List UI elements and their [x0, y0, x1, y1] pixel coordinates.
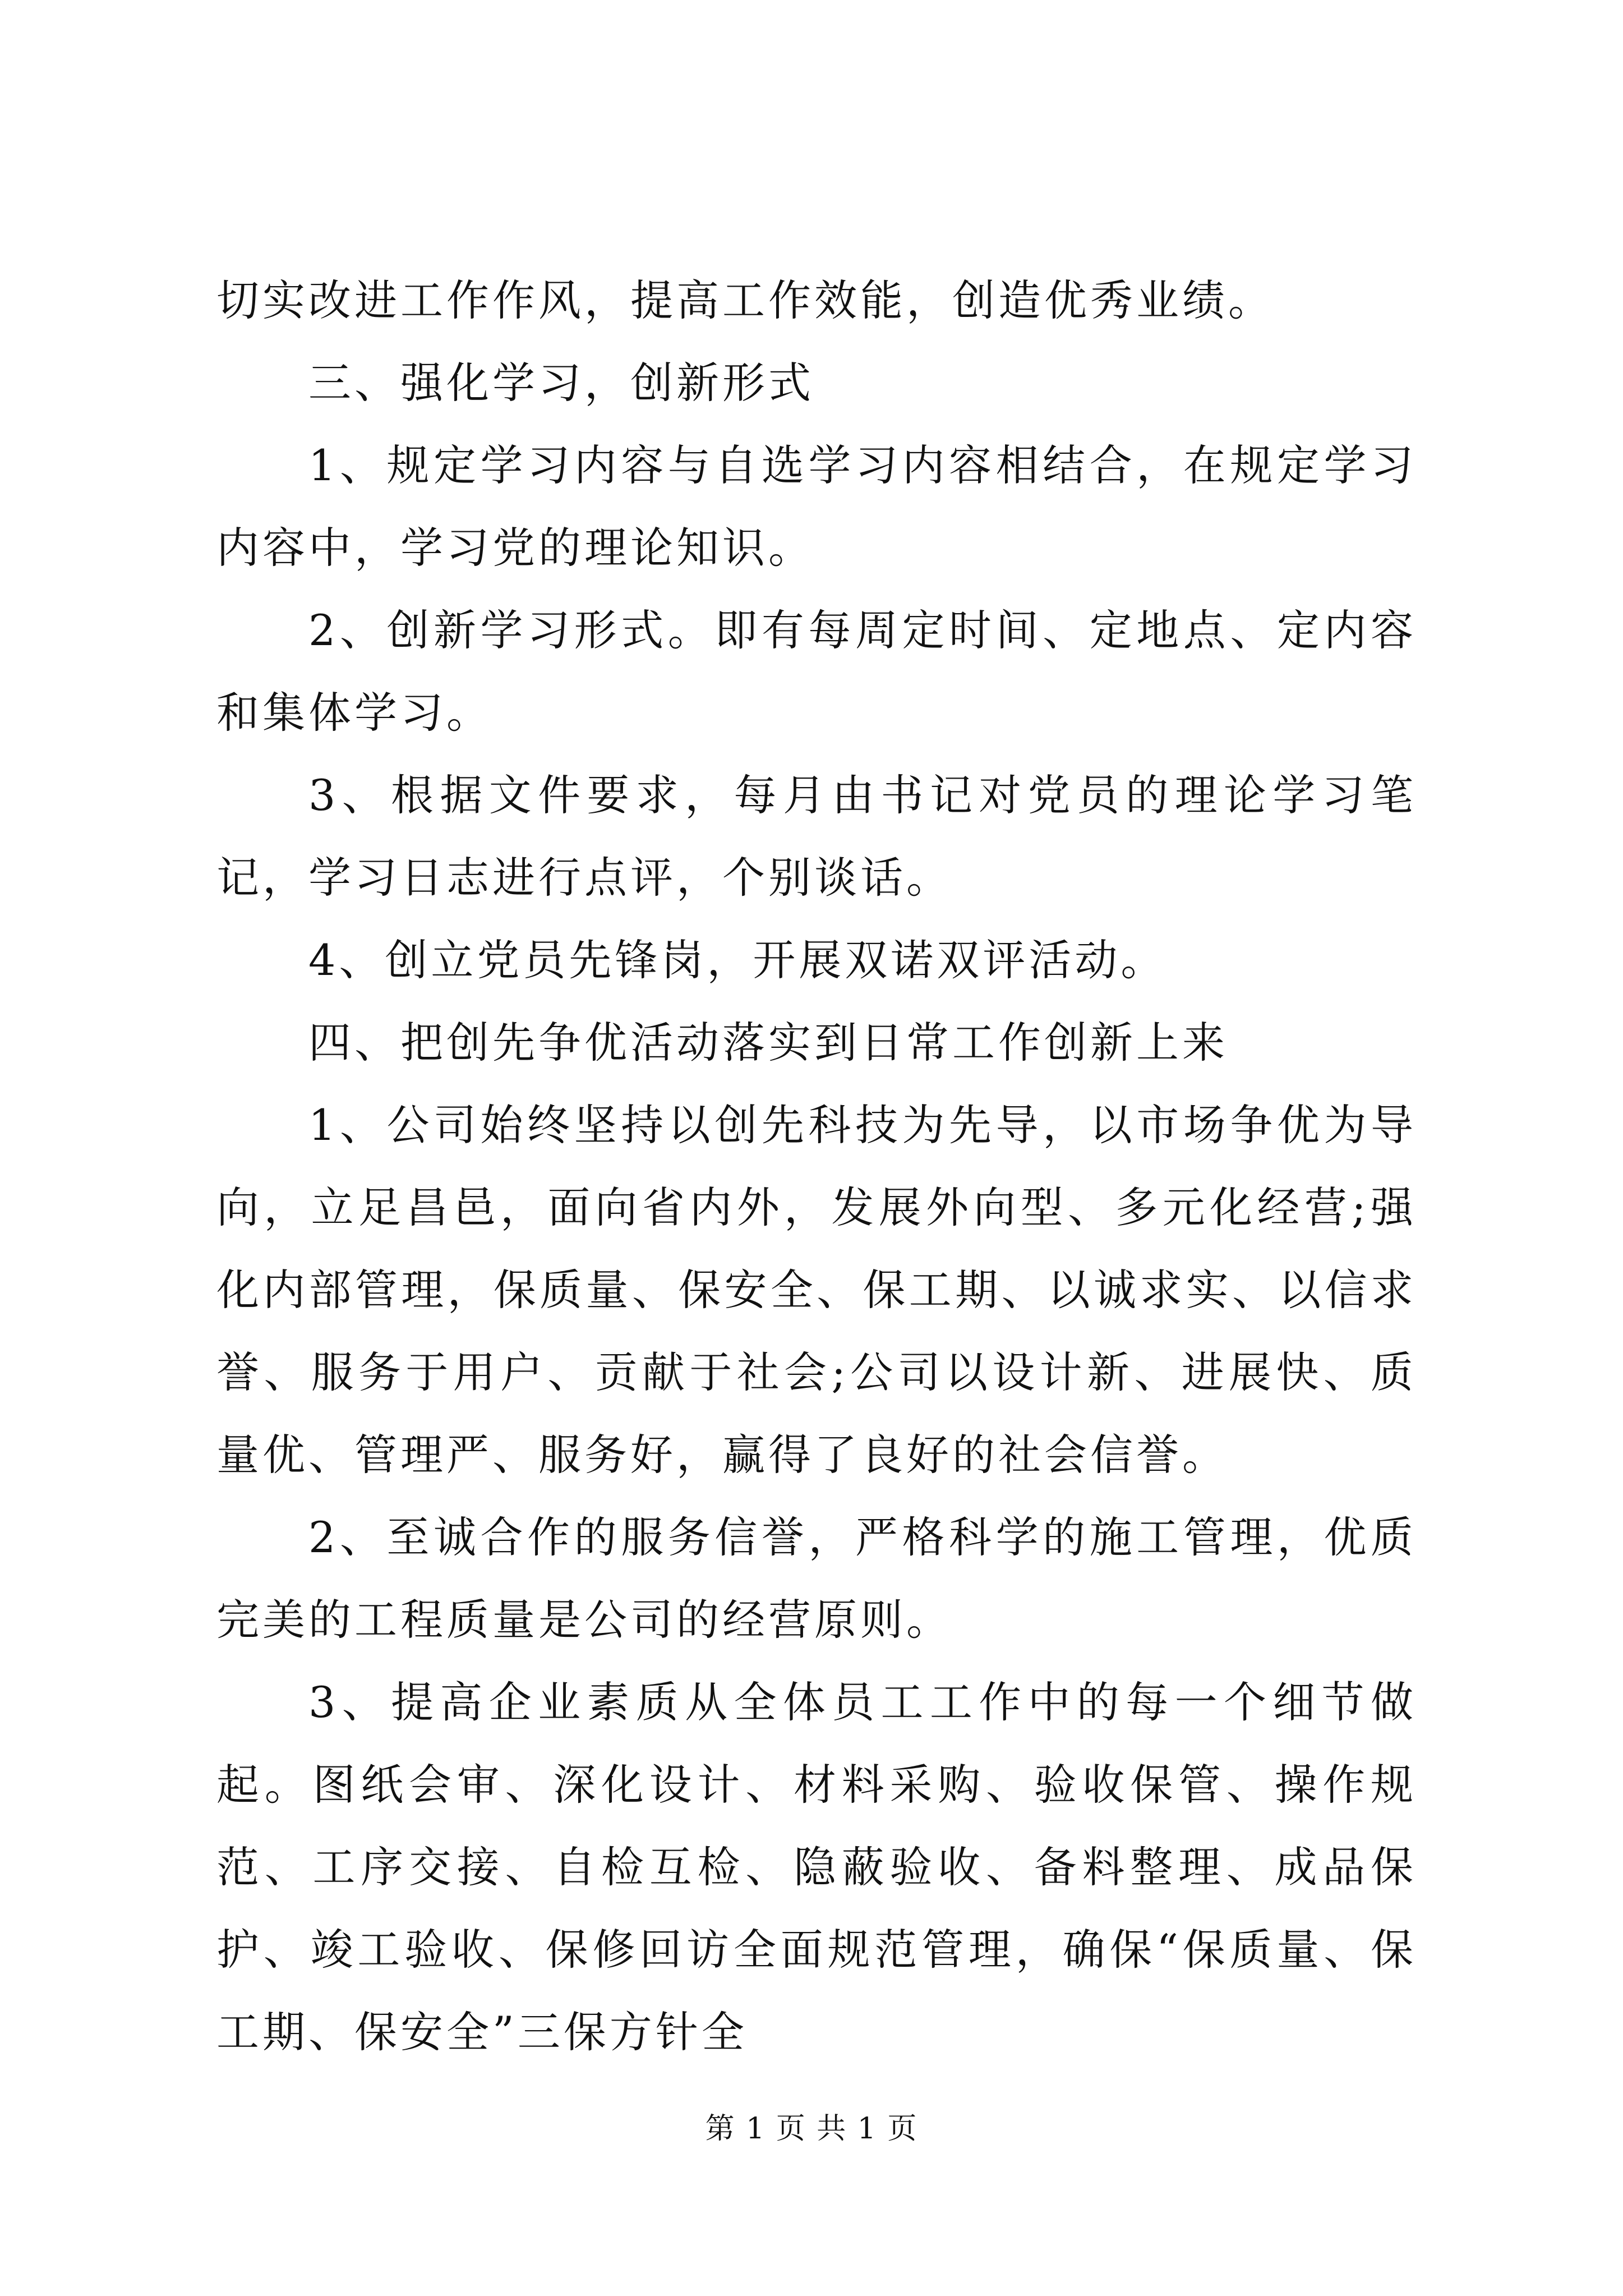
section-heading-3: 三、强化学习，创新形式: [308, 358, 814, 408]
paragraph-item-4-3: 3、提高企业素质从全体员工工作中的每一个细节做起。图纸会审、深化设计、材料采购、验收保管、操作规范、工序交接、自检互检、隐蔽验收、备料整理、成品保护、竣工验收、保修回访全面规范管理，确保“保质量、保工期、保安全”三保方针全: [216, 1677, 1417, 2057]
paragraph-item-3-1: 1、规定学习内容与自选学习内容相结合，在规定学习内容中，学习党的理论知识。: [216, 440, 1417, 573]
document-body: [216, 259, 1417, 2073]
paragraph-item-3-4: 4、创立党员先锋岗，开展双诺双评活动。: [308, 935, 1167, 985]
paragraph-item-4-1: 1、公司始终坚持以创先科技为先导，以市场争优为导向，立足昌邑，面向省内外，发展外向型、多元化经营;强化内部管理，保质量、保安全、保工期、以诚求实、以信求誉、服务于用户、贡献于社会;公司以设计新、进展快、质量优、管理严、服务好，赢得了良好的社会信誉。: [216, 1100, 1417, 1480]
paragraph-item-3-2: 2、创新学习形式。即有每周定时间、定地点、定内容和集体学习。: [216, 605, 1417, 738]
paragraph-continuation: 切实改进工作作风，提高工作效能，创造优秀业绩。: [216, 275, 1274, 325]
page-number-footer: 第 1 页 共 1 页: [705, 2112, 918, 2146]
paragraph-item-4-2: 2、至诚合作的服务信誉，严格科学的施工管理，优质完美的工程质量是公司的经营原则。: [216, 1512, 1417, 1645]
paragraph-item-3-3: 3、根据文件要求，每月由书记对党员的理论学习笔记，学习日志进行点评，个别谈话。: [216, 770, 1417, 903]
section-heading-4: 四、把创先争优活动落实到日常工作创新上来: [308, 1018, 1228, 1068]
